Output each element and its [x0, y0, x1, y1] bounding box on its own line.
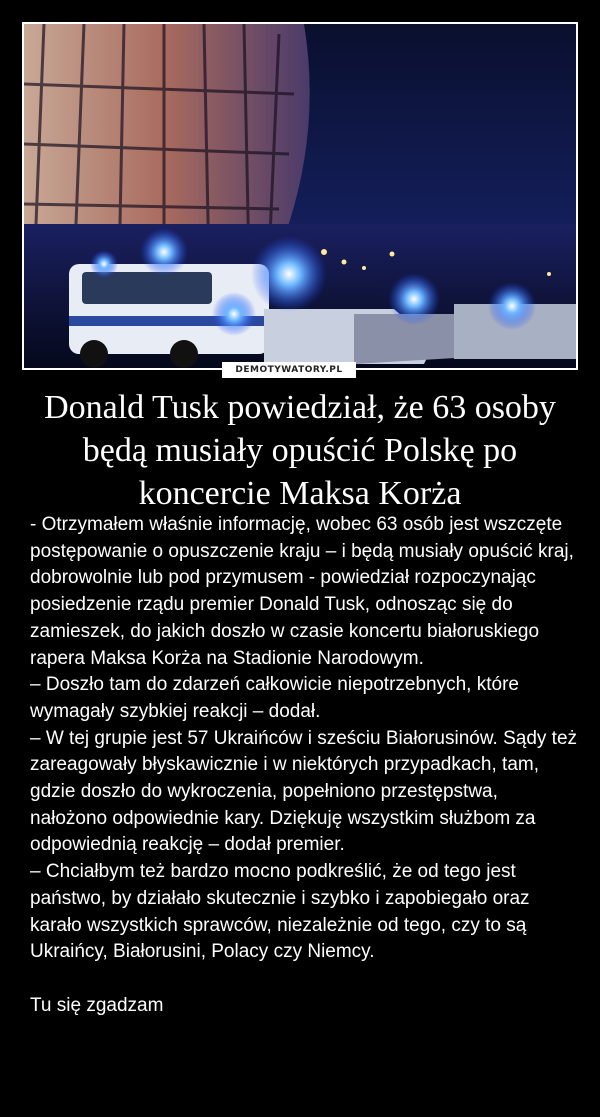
headline: Donald Tusk powiedział, że 63 osoby będą musiały opuścić Polskę po koncercie Maksa Korża: [44, 389, 556, 512]
photo-frame: [22, 22, 578, 370]
police-stadium-photo: [24, 24, 576, 368]
body-text: - Otrzymałem właśnie informację, wobec 63 osób jest wszczęte postępowanie o opuszczenie kraju – i będą musiały opuścić kraj, dobrowolnie lub pod przymusem - powiedział rozpoczynając posiedzenie rządu premier Donald Tusk, odnosząc się do zamieszek, do jakich doszło w czasie koncertu białoruskiego rapera Maksa Korża na Stadionie Narodowym. – Doszło tam do zdarzeń całkowicie niepotrzebnych, które wymagały szybkiej reakcji – dodał. – W tej grupie jest 57 Ukraińców i sześciu Białorusinów. Sądy też zareagowały błyskawicznie i w niektórych przypadkach, tam, gdzie doszło do wykroczenia, popełniono przestępstwa, nałożono odpowiednie kary. Dziękuję wszystkim służbom za odpowiednią reakcję – dodał premier. – Chciałbym też bardzo mocno podkreślić, że od tego jest państwo, by działało skutecznie i szybko i zapobiegało oraz karało wszystkich sprawców, niezależnie od tego, czy to są Ukraińcy, Białorusini, Polacy czy Niemcy. Tu się zgadzam: [30, 514, 578, 1016]
watermark: DEMOTYWATORY.PL: [222, 362, 356, 378]
